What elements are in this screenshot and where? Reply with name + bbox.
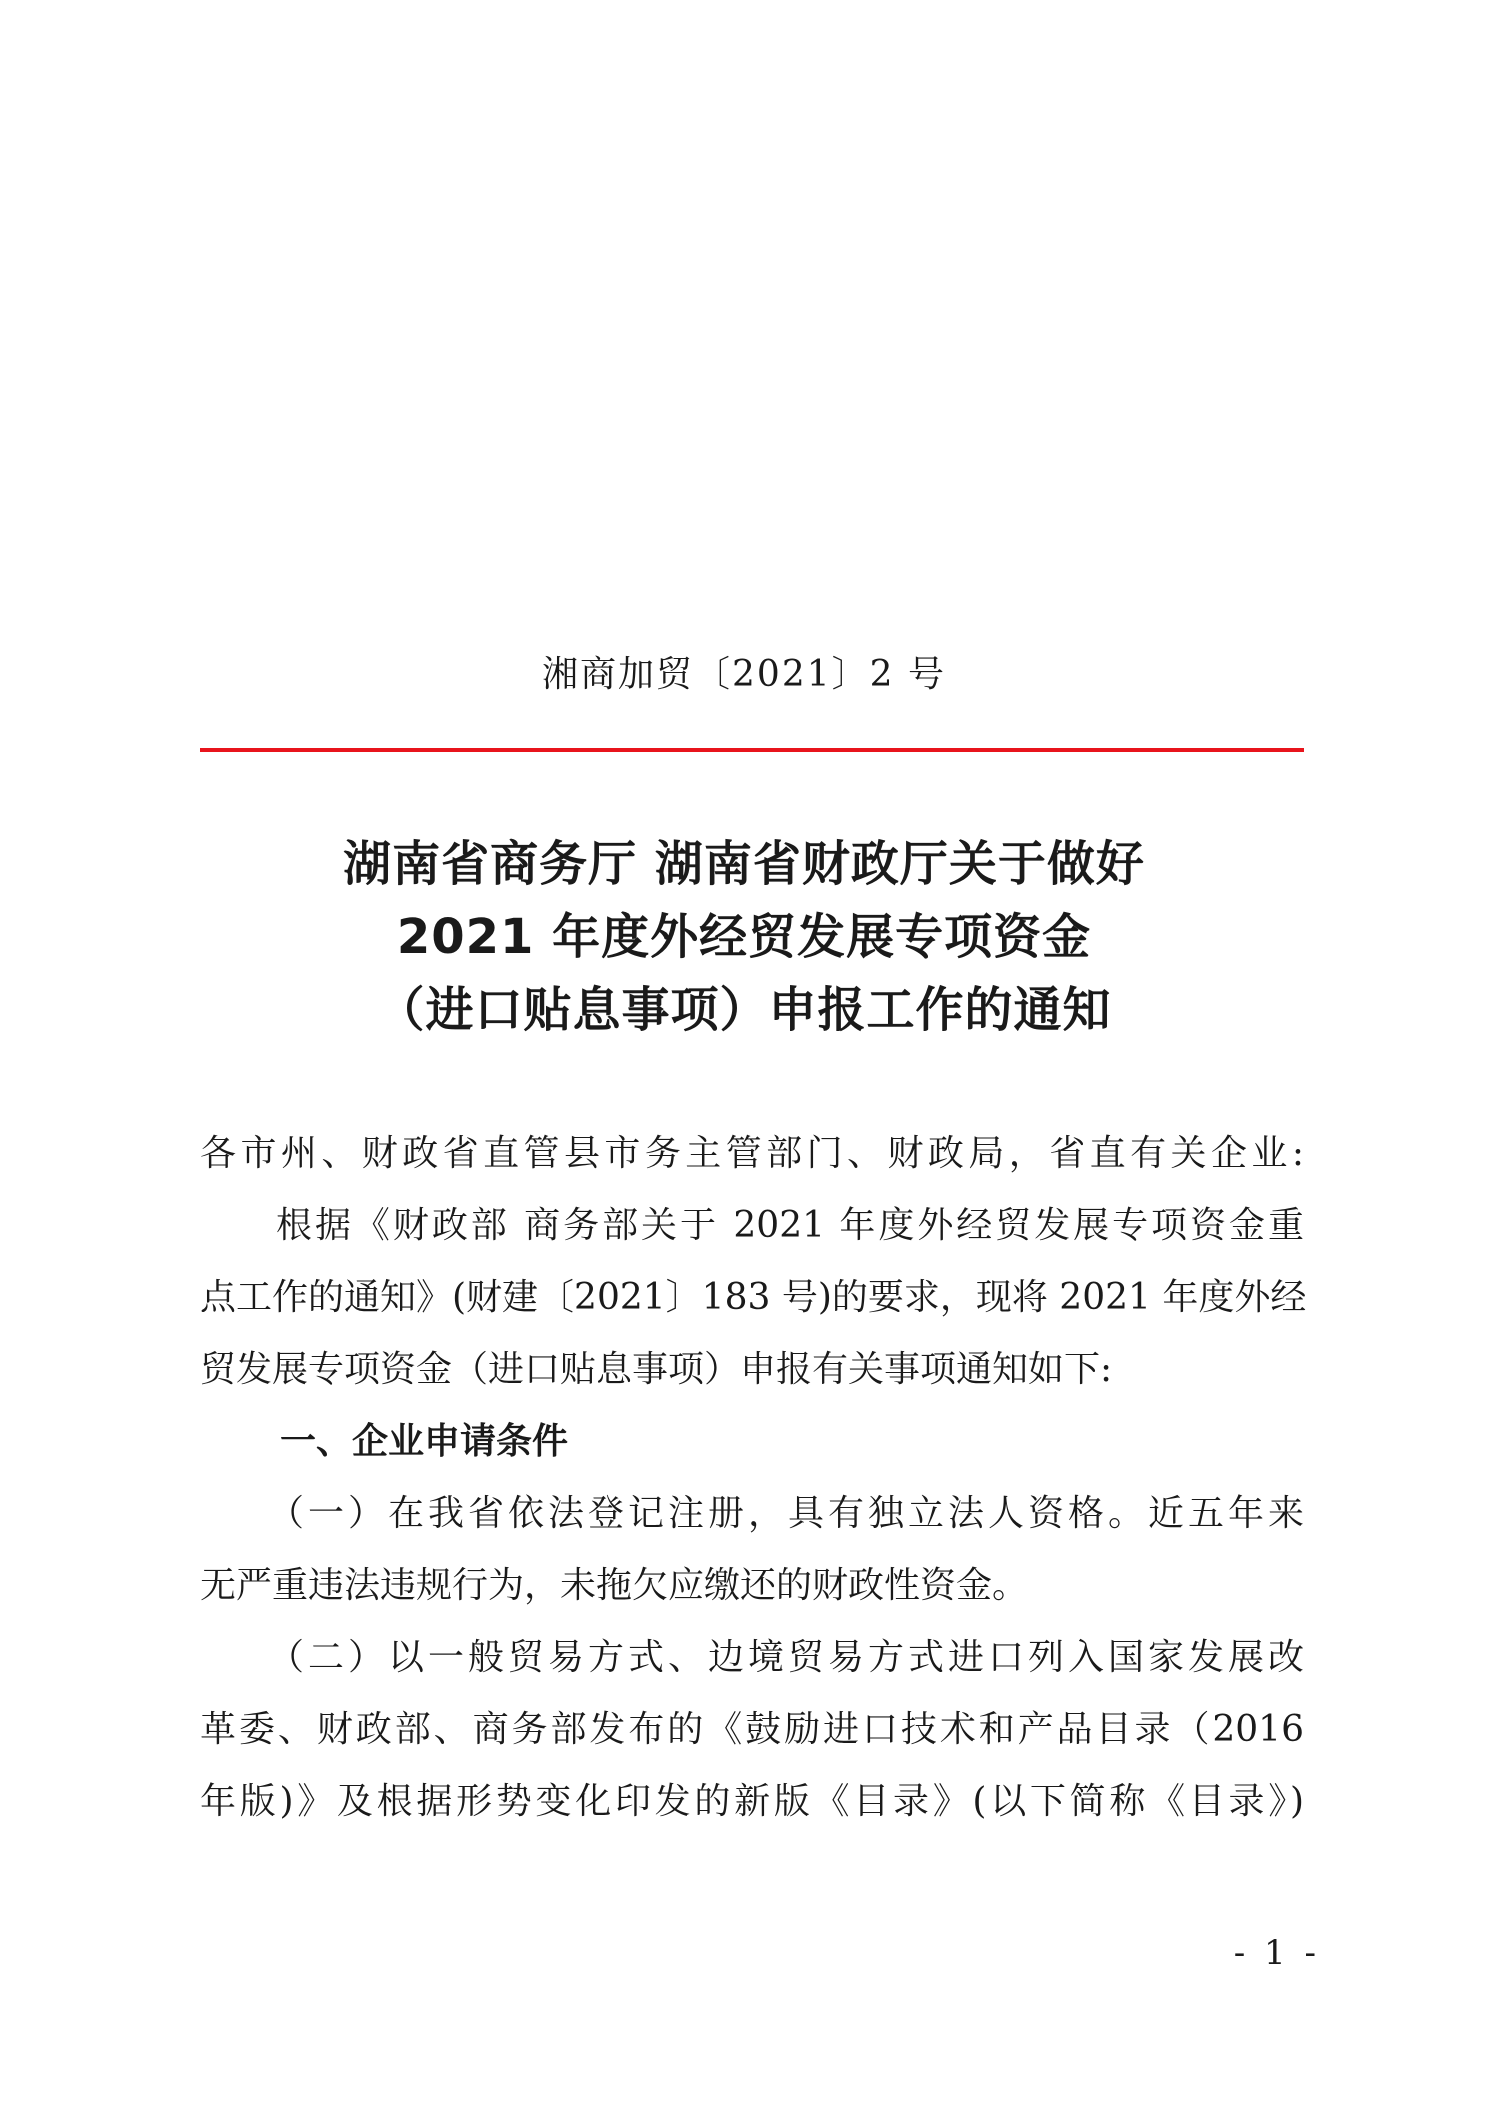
document-number: 湘商加贸〔2021〕2 号: [542, 654, 946, 695]
title-line-3: （进口贴息事项）申报工作的通知: [376, 982, 1112, 1038]
item2-line-1: （二）以一般贸易方式、边境贸易方式进口列入国家发展改: [268, 1637, 1304, 1678]
intro-line-2: 点工作的通知》(财建〔2021〕183 号)的要求，现将 2021 年度外经: [200, 1277, 1307, 1318]
document-body: [200, 1118, 1307, 1838]
intro-line-3: 贸发展专项资金（进口贴息事项）申报有关事项通知如下:: [200, 1349, 1113, 1390]
item2-line-3: 年版)》及根据形势变化印发的新版《目录》(以下简称《目录》): [200, 1781, 1304, 1822]
red-separator-line: [200, 748, 1304, 752]
item1-line-1: （一）在我省依法登记注册，具有独立法人资格。近五年来: [268, 1493, 1304, 1534]
item2-line-2: 革委、财政部、商务部发布的《鼓励进口技术和产品目录（2016: [200, 1709, 1304, 1750]
section-heading: 一、企业申请条件: [280, 1421, 569, 1462]
title-line-1: 湖南省商务厅 湖南省财政厅关于做好: [343, 836, 1145, 892]
item1-line-2: 无严重违法违规行为，未拖欠应缴还的财政性资金。: [200, 1565, 1029, 1606]
document-title: [0, 828, 1488, 1047]
title-line-2: 2021 年度外经贸发展专项资金: [396, 909, 1092, 965]
page-number: - 1 -: [1233, 1933, 1320, 1973]
salutation: 各市州、财政省直管县市务主管部门、财政局，省直有关企业:: [200, 1133, 1304, 1174]
intro-line-1: 根据《财政部 商务部关于 2021 年度外经贸发展专项资金重: [276, 1205, 1304, 1246]
